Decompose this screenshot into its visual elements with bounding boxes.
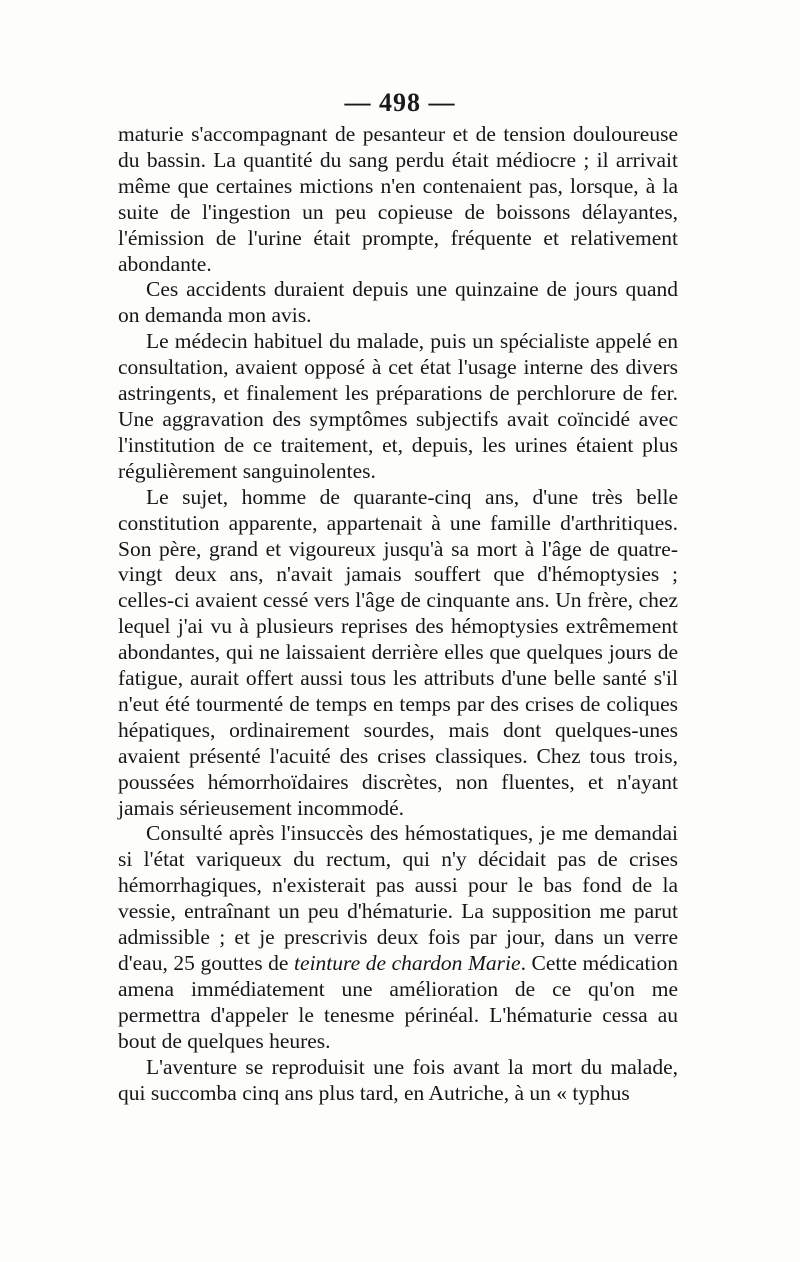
paragraph-5-text-after: . Cette médication amena immédiatement une amélioration de ce qu'on me permettra d'appeler le tenesme périnéal. L'hématurie cessa au bout de quelques heures. — [118, 951, 678, 1053]
paragraph-5-italic-remedy: teinture de chardon Marie — [294, 951, 521, 975]
page-number: — 498 — — [344, 88, 456, 117]
paragraph-2: Ces accidents duraient depuis une quinzaine de jours quand on demanda mon avis. — [118, 277, 678, 328]
paragraph-3: Le médecin habituel du malade, puis un spécialiste appelé en consultation, avaient opposé à cet état l'usage interne des divers astringents, et finalement les préparations de perchlorure de fer. Une aggravation des symptômes subjectifs avait coïncidé avec l'institution de ce traitement, et, depuis, les urines étaient plus régulièrement sanguinolentes. — [118, 329, 678, 483]
paragraph-6: L'aventure se reproduisit une fois avant la mort du malade, qui succomba cinq ans plus tard, en Autriche, à un « typhus — [118, 1054, 678, 1105]
paragraph-4: Le sujet, homme de quarante-cinq ans, d'une très belle constitution apparente, appartenait à une famille d'arthritiques. Son père, grand et vigoureux jusqu'à sa mort à l'âge de quatre-vingt deux ans, n'avait jamais souffert que d'hémoptysies ; celles-ci avaient cessé vers l'âge de cinquante ans. Un frère, chez lequel j'ai vu à plusieurs reprises des hémoptysies extrêmement abondantes, qui ne laissaient derrière elles que quelques jours de fatigue, aurait offert aussi tous les attributs d'une belle santé s'il n'eut été tourmenté de temps en temps par des crises de coliques hépatiques, ordinairement sourdes, mais dont quelques-unes avaient présenté l'acuité des crises classiques. Chez tous trois, poussées hémorrhoïdaires discrètes, non fluentes, et n'ayant jamais sérieusement incommodé. — [118, 484, 678, 820]
paragraph-1: maturie s'accompagnant de pesanteur et de tension douloureuse du bassin. La quantité du sang perdu était médiocre ; il arrivait même que certaines mictions n'en contenaient pas, lorsque, à la suite de l'ingestion un peu copieuse de boissons délayantes, l'émission de l'urine était prompte, fréquente et relativement abondante. — [118, 122, 678, 276]
paragraph-5 — [118, 821, 678, 1054]
paragraph-5-text-before: Consulté après l'insuccès des hémostatiques, je me demandai si l'état variqueux du rectum, qui n'y décidait pas de crises hémorrhagiques, n'existerait pas aussi pour le bas fond de la vessie, entraînant un peu d'hématurie. La supposition me parut admissible ; et je prescrivis deux fois par jour, dans un verre d'eau, 25 gouttes de — [118, 821, 678, 975]
body-text — [118, 122, 678, 1106]
